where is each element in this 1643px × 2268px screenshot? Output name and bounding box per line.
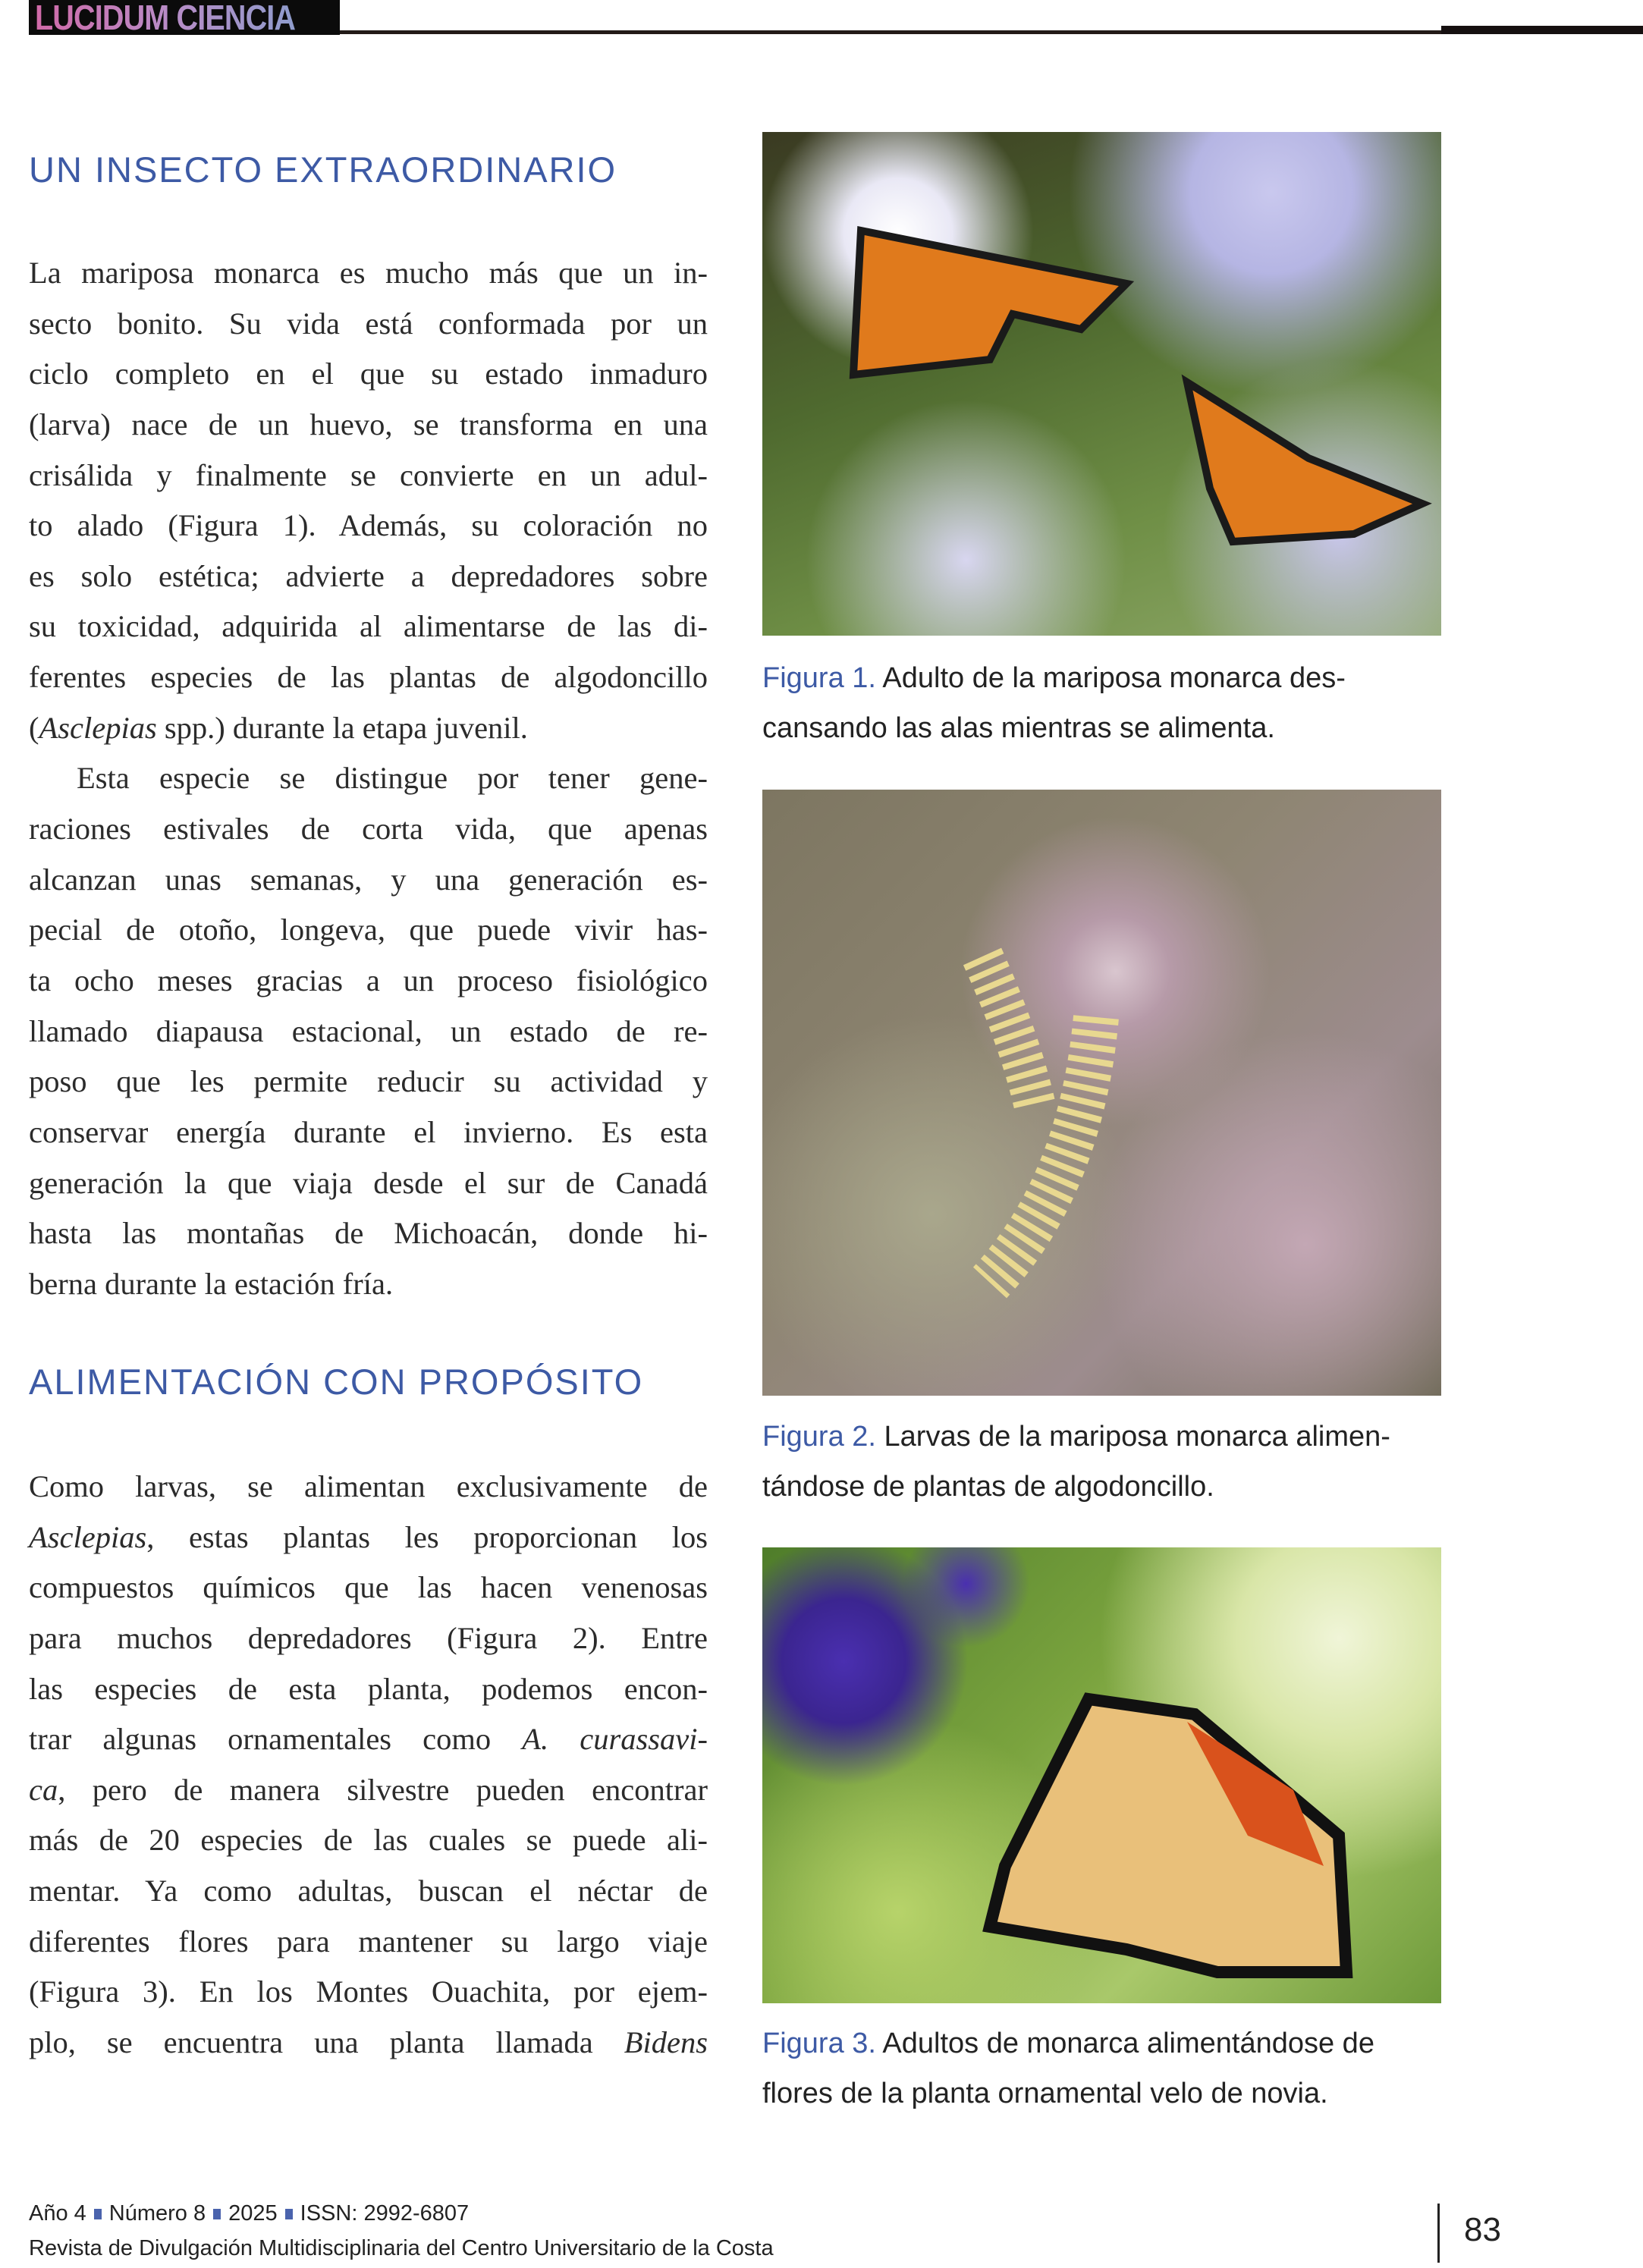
text-line <box>29 1664 708 1715</box>
text-segment: (larva) nace de un huevo, se transforma en una <box>29 407 708 441</box>
text-segment: raciones estivales de corta vida, que apenas <box>29 812 708 847</box>
journal-name: Revista de Divulgación Multidisciplinaria del Centro Universitario de la Costa <box>29 2236 774 2260</box>
caption-text: Adultos de monarca alimentándose de <box>875 2028 1374 2059</box>
figure-1-caption <box>762 653 1445 753</box>
text-segment: hasta las montañas de Michoacán, donde hi- <box>29 1216 708 1251</box>
text-line <box>29 400 708 451</box>
figure-label: Figura 1. <box>762 662 876 694</box>
italic-text: Bidens <box>624 2025 708 2060</box>
text-line <box>29 1765 708 1816</box>
text-segment: (Figura 3). En los Montes Ouachita, por ejem- <box>29 1974 708 2009</box>
issue-number: Número 8 <box>108 2201 206 2226</box>
caption-text: tándose de plantas de algodoncillo. <box>762 1471 1214 1503</box>
text-line <box>29 1714 708 1765</box>
text-line <box>29 1259 708 1310</box>
text-segment: compuestos químicos que las hacen venenosas <box>29 1570 708 1605</box>
text-segment: diferentes flores para mantener su largo viaje <box>29 1924 708 1959</box>
section-heading-2: ALIMENTACIÓN CON PROPÓSITO <box>29 1362 644 1402</box>
figure-label: Figura 3. <box>762 2028 876 2059</box>
text-line <box>29 248 708 299</box>
text-segment: las especies de esta planta, podemos encon- <box>29 1671 708 1706</box>
text-line <box>29 703 708 754</box>
separator-square-icon <box>285 2209 293 2219</box>
italic-text: Asclepias <box>39 710 157 745</box>
text-segment: berna durante la estación fría. <box>29 1266 394 1301</box>
text-segment: trar algunas ornamentales como <box>29 1722 523 1757</box>
text-segment: plo, se encuentra una planta llamada <box>29 2025 624 2060</box>
text-line <box>29 349 708 400</box>
butterfly-illustration <box>762 1547 1441 2003</box>
text-segment: Esta especie se distingue por tener gene- <box>77 761 708 796</box>
text-segment: , pero de manera silvestre pueden encontrar <box>58 1772 708 1807</box>
text-segment: llamado diapausa estacional, un estado de re- <box>29 1013 708 1048</box>
figure-label: Figura 2. <box>762 1421 876 1453</box>
text-line <box>29 299 708 350</box>
text-segment: para muchos depredadores (Figura 2). Entre <box>29 1620 708 1655</box>
text-segment: secto bonito. Su vida está conformada por un <box>29 306 708 341</box>
issue-date: 2025 <box>228 2201 278 2226</box>
caption-text: Adulto de la mariposa monarca des- <box>875 662 1346 694</box>
text-line <box>29 1815 708 1866</box>
text-segment: más de 20 especies de las cuales se puede ali- <box>29 1823 708 1858</box>
text-line <box>29 1208 708 1259</box>
separator-square-icon <box>213 2209 221 2219</box>
text-line <box>29 1967 708 2018</box>
header-rule <box>340 30 1441 34</box>
section-1-body <box>29 248 708 1309</box>
figure-2-image <box>762 790 1441 1396</box>
issn: ISSN: 2992-6807 <box>300 2201 470 2226</box>
italic-text: ca <box>29 1772 58 1807</box>
text-line <box>29 501 708 551</box>
text-line <box>29 753 708 804</box>
section-2-body <box>29 1462 708 2069</box>
text-line <box>29 1563 708 1613</box>
text-segment: mentar. Ya como adultas, buscan el néctar de <box>29 1874 708 1908</box>
caption-text: Larvas de la mariposa monarca alimen- <box>875 1421 1390 1453</box>
text-line <box>29 551 708 602</box>
text-segment: Como larvas, se alimentan exclusivamente de <box>29 1469 708 1503</box>
text-line <box>29 2018 708 2069</box>
text-line <box>29 1057 708 1107</box>
issue-year: Año 4 <box>29 2201 86 2226</box>
text-line <box>29 1866 708 1917</box>
figure-3-caption <box>762 2018 1445 2119</box>
figure-1-image <box>762 132 1441 636</box>
italic-text: Asclepias <box>29 1519 147 1554</box>
text-segment: ferentes especies de las plantas de algodoncillo <box>29 660 708 695</box>
text-segment: , estas plantas les proporcionan los <box>146 1519 708 1554</box>
header-rule-thick <box>1441 26 1643 34</box>
text-line <box>29 451 708 501</box>
text-line <box>29 1107 708 1158</box>
text-segment: es solo estética; advierte a depredadores sobre <box>29 558 708 593</box>
text-segment: ( <box>29 710 39 745</box>
text-segment: ta ocho meses gracias a un proceso fisiológico <box>29 963 708 997</box>
text-line <box>29 905 708 956</box>
text-segment: conservar energía durante el invierno. Es esta <box>29 1114 708 1149</box>
separator-square-icon <box>94 2209 102 2219</box>
text-segment: generación la que viaja desde el sur de Canadá <box>29 1165 708 1200</box>
journal-logo <box>29 0 340 35</box>
journal-logo-text: LUCIDUM CIENCIA <box>35 0 295 38</box>
butterfly-illustration <box>762 132 1441 636</box>
figure-2-caption <box>762 1412 1445 1512</box>
caption-text: flores de la planta ornamental velo de novia. <box>762 2078 1328 2109</box>
figure-3-image <box>762 1547 1441 2003</box>
text-line <box>29 855 708 906</box>
text-line <box>29 652 708 703</box>
text-line <box>29 1158 708 1209</box>
text-segment: alcanzan unas semanas, y una generación es- <box>29 862 708 897</box>
text-line <box>29 956 708 1007</box>
text-segment: poso que les permite reducir su actividad y <box>29 1064 708 1099</box>
text-line <box>29 1917 708 1968</box>
caterpillar-illustration <box>762 790 1441 1396</box>
footer-divider <box>1437 2204 1440 2263</box>
text-line <box>29 602 708 652</box>
text-segment: to alado (Figura 1). Además, su coloración no <box>29 508 708 543</box>
caption-text: cansando las alas mientras se alimenta. <box>762 712 1275 744</box>
text-line <box>29 1513 708 1563</box>
text-line <box>29 1462 708 1513</box>
text-segment: crisálida y finalmente se convierte en un adul- <box>29 457 708 492</box>
text-segment: spp.) durante la etapa juvenil. <box>156 710 528 745</box>
section-heading-1: UN INSECTO EXTRAORDINARIO <box>29 149 617 190</box>
text-segment: ciclo completo en el que su estado inmaduro <box>29 357 708 391</box>
text-segment: pecial de otoño, longeva, que puede vivir has- <box>29 913 708 947</box>
text-line <box>29 1613 708 1664</box>
text-line <box>29 1007 708 1057</box>
text-segment: su toxicidad, adquirida al alimentarse de las di- <box>29 609 708 644</box>
page-number: 83 <box>1464 2211 1501 2248</box>
text-line <box>29 804 708 855</box>
italic-text: A. curassavi- <box>522 1722 708 1757</box>
text-segment: La mariposa monarca es mucho más que un in- <box>29 256 708 290</box>
issue-info <box>29 2201 469 2226</box>
